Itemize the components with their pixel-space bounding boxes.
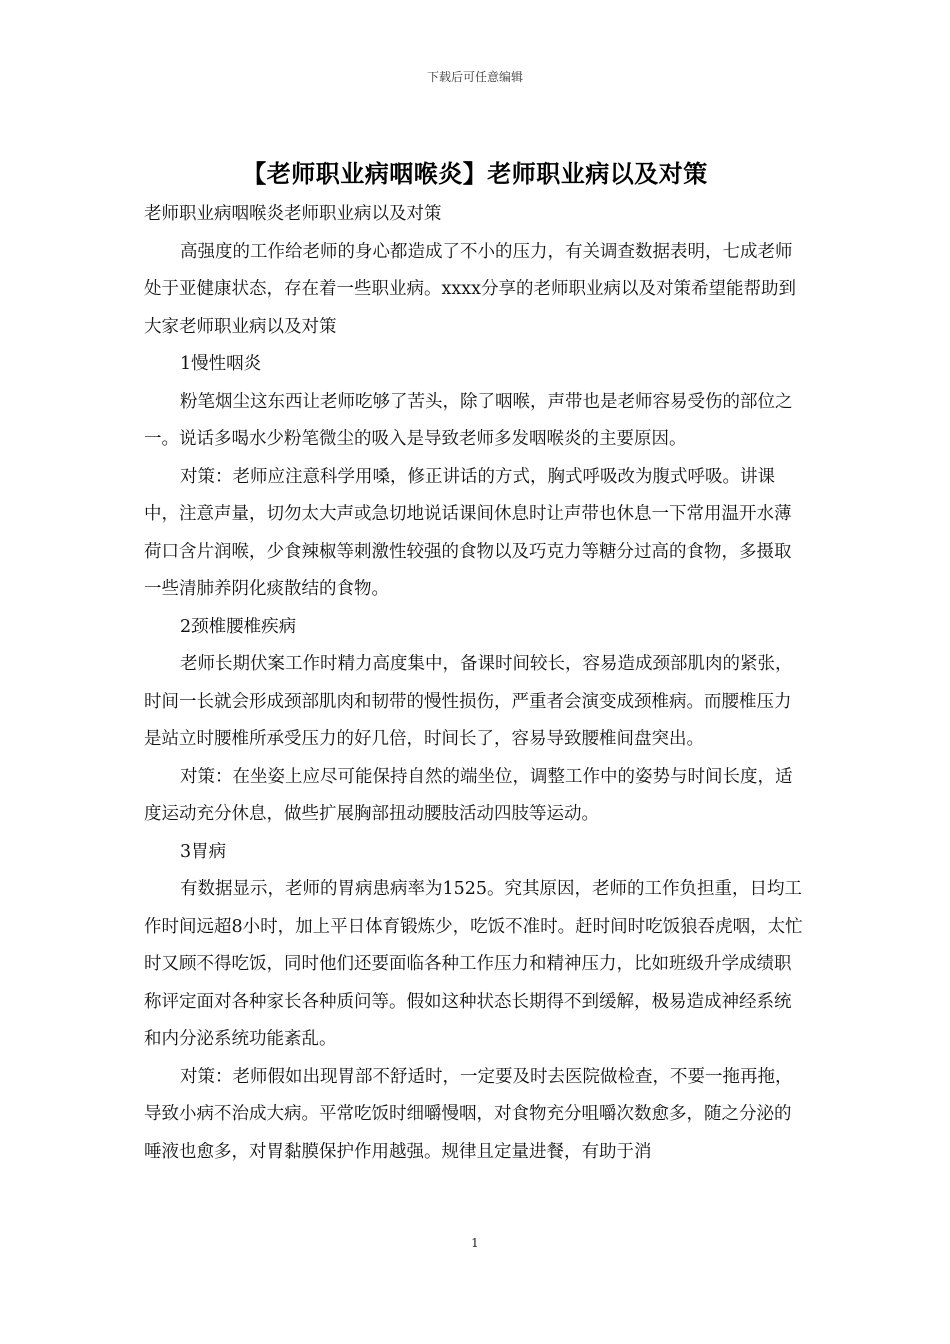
document-subtitle: 老师职业病咽喉炎老师职业病以及对策 <box>144 204 442 224</box>
document-title: 【老师职业病咽喉炎】老师职业病以及对策 <box>242 159 708 188</box>
paragraph: 粉笔烟尘这东西让老师吃够了苦头，除了咽喉，声带也是老师容易受伤的部位之一。说话多喝水少粉笔微尘的吸入是导致老师多发咽喉炎的主要原因。 <box>144 391 793 449</box>
page-header-note: 下载后可任意编辑 <box>426 70 523 84</box>
paragraph: 高强度的工作给老师的身心都造成了不小的压力，有关调查数据表明，七成老师处于亚健康状态，存在着一些职业病。xxxx分享的老师职业病以及对策希望能帮助到大家老师职业病以及对策 <box>144 241 796 337</box>
section-heading: 3胃病 <box>180 841 227 862</box>
paragraph: 对策：老师应注意科学用嗓，修正讲话的方式，胸式呼吸改为腹式呼吸。讲课中，注意声量，切勿太大声或急切地说话课间休息时让声带也休息一下常用温开水薄荷口含片润喉，少食辣椒等刺激性较强的食物以及巧克力等糖分过高的食物，多摄取一些清肺养阴化痰散结的食物。 <box>144 466 792 599</box>
page-number: 1 <box>471 1236 479 1250</box>
section-heading: 2颈椎腰椎疾病 <box>180 616 297 637</box>
paragraph: 对策：老师假如出现胃部不舒适时，一定要及时去医院做检查，不要一拖再拖，导致小病不治成大病。平常吃饭时细嚼慢咽，对食物充分咀嚼次数愈多，随之分泌的唾液也愈多，对胃黏膜保护作用越强。规律且定量进餐，有助于消 <box>144 1066 793 1162</box>
paragraph: 对策：在坐姿上应尽可能保持自然的端坐位，调整工作中的姿势与时间长度，适度运动充分休息，做些扩展胸部扭动腰肢活动四肢等运动。 <box>144 766 793 824</box>
paragraph: 老师长期伏案工作时精力高度集中，备课时间较长，容易造成颈部肌肉的紧张，时间一长就会形成颈部肌肉和韧带的慢性损伤，严重者会演变成颈椎病。而腰椎压力是站立时腰椎所承受压力的好几倍，时间长了，容易导致腰椎间盘突出。 <box>144 654 793 749</box>
document-body <box>144 196 806 1171</box>
paragraph: 有数据显示，老师的胃病患病率为1525。究其原因，老师的工作负担重，日均工作时间远超8小时，加上平日体育锻炼少，吃饭不准时。赶时间时吃饭狼吞虎咽，太忙时又顾不得吃饭，同时他们还要面临各种工作压力和精神压力，比如班级升学成绩职称评定面对各种家长各种质问等。假如这种状态长期得不到缓解，极易造成神经系统和内分泌系统功能紊乱。 <box>144 879 803 1049</box>
section-heading: 1慢性咽炎 <box>180 354 262 374</box>
